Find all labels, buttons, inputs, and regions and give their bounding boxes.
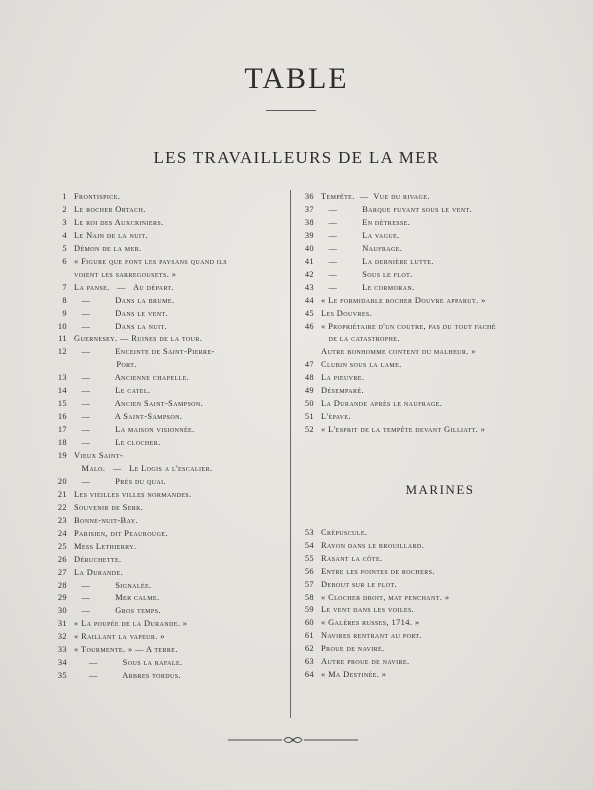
plate-caption: — Près du quai.: [74, 476, 166, 486]
plate-caption: — Le cormoran.: [321, 282, 415, 292]
toc-entry: [40, 579, 285, 592]
plate-caption: La pieuvre.: [321, 373, 365, 383]
plate-number: 28: [57, 580, 67, 590]
toc-entry: [40, 423, 285, 436]
plate-number: 10: [57, 321, 67, 331]
plate-caption: « Clocher droit, mat penchant. »: [321, 592, 450, 602]
plate-number: 31: [57, 619, 67, 629]
plate-number: 44: [304, 295, 314, 305]
plate-caption: Crépuscule.: [321, 528, 368, 537]
toc-entry: [287, 552, 567, 565]
plate-caption: « La poupée de la Durande. »: [74, 619, 188, 629]
plate-number: 18: [57, 438, 67, 448]
toc-entry: [287, 255, 567, 268]
toc-entry: [40, 630, 285, 643]
plate-number: 29: [57, 593, 67, 603]
toc-entry: [40, 332, 285, 345]
plate-number: 48: [304, 373, 314, 383]
plate-caption: voient les sarregousets. »: [74, 269, 177, 279]
toc-entry: [40, 281, 285, 294]
plate-caption: La panse. — Au départ.: [74, 282, 174, 292]
toc-entry: [287, 578, 567, 591]
plate-caption: — Signalée.: [74, 580, 152, 590]
toc-entry: [287, 591, 567, 604]
toc-entry: [40, 436, 285, 449]
toc-entry: [287, 603, 567, 616]
plate-number: 32: [57, 632, 67, 642]
plate-caption: de la catastrophe.: [321, 334, 400, 344]
plate-caption: Déruchette.: [74, 554, 122, 564]
plate-caption: Souvenir de Serk.: [74, 502, 144, 512]
plate-number: 63: [304, 657, 314, 666]
plate-number: 24: [57, 528, 67, 538]
plate-number: 34: [57, 658, 67, 668]
plate-caption: Malo. — Le Logis a l'escalier.: [74, 463, 213, 473]
plate-number: 26: [57, 554, 67, 564]
toc-entry: [287, 242, 567, 255]
plate-caption: — Mer calme.: [74, 593, 160, 603]
plate-number: 14: [57, 386, 67, 396]
toc-entry: [40, 514, 285, 527]
toc-entry: [40, 345, 285, 358]
plate-caption: Debout sur le flot.: [321, 579, 398, 589]
plate-caption: Le rocher Ortach.: [74, 204, 146, 214]
toc-entry: [287, 332, 567, 345]
plate-number: 41: [304, 256, 314, 266]
plate-caption: « Raillant la vapeur. »: [74, 632, 165, 642]
plate-number: 55: [304, 553, 314, 563]
plate-caption: — Ancienne chapelle.: [74, 373, 190, 383]
plate-caption: La Durande après le naufrage.: [321, 399, 443, 409]
plate-number: 39: [304, 230, 314, 240]
toc-entry: [287, 629, 567, 642]
toc-entry: [40, 553, 285, 566]
toc-entry: [287, 410, 567, 423]
plate-caption: — Dans la nuit.: [74, 321, 168, 331]
plate-number: 9: [62, 308, 67, 318]
toc-entry: [40, 566, 285, 579]
toc-entry: [287, 642, 567, 655]
toc-entry: [287, 229, 567, 242]
plate-number: 6: [62, 256, 67, 266]
toc-entry: [287, 384, 567, 397]
toc-entry: [40, 410, 285, 423]
fleuron-ornament-icon: [228, 734, 358, 746]
plate-caption: Désemparé.: [321, 386, 364, 396]
plate-caption: Le vent dans les voiles.: [321, 605, 415, 615]
toc-entry: [40, 449, 285, 462]
plate-caption: — Sous le flot.: [321, 269, 413, 279]
toc-entry: [40, 307, 285, 320]
plate-caption: Démon de la mer.: [74, 243, 142, 253]
plate-caption: Bonne-nuit-Bay.: [74, 515, 138, 525]
toc-entry: [40, 203, 285, 216]
plate-number: 11: [58, 334, 67, 344]
plate-number: 23: [57, 515, 67, 525]
toc-entry: [287, 668, 567, 681]
toc-entry: [40, 268, 285, 281]
toc-entry: [40, 242, 285, 255]
toc-entry: [287, 203, 567, 216]
marines-heading: MARINES: [405, 482, 475, 497]
plate-number: 7: [62, 282, 67, 292]
plate-caption: — Sous la rafale.: [74, 658, 183, 668]
plate-number: 60: [304, 618, 314, 628]
plate-number: 4: [62, 230, 67, 240]
toc-entry: [40, 669, 285, 682]
plate-caption: « Propriétaire d'un coutre, pas du tout faché: [321, 321, 496, 331]
toc-entry: [40, 617, 285, 630]
plate-caption: — Enceinte de Saint-Pierre-: [74, 347, 215, 357]
toc-entry: [40, 371, 285, 384]
plate-caption: — La vague.: [321, 230, 400, 240]
toc-entry: [40, 294, 285, 307]
plate-number: 15: [57, 399, 67, 409]
plate-number: 17: [57, 425, 67, 435]
plate-caption: Autre proue de navire.: [321, 657, 410, 666]
plate-number: 62: [304, 644, 314, 654]
toc-entry: [287, 281, 567, 294]
plate-number: 59: [304, 605, 314, 615]
toc-entry: [40, 462, 285, 475]
plate-number: 1: [62, 192, 67, 201]
plate-caption: Les Douvres.: [321, 308, 373, 318]
plate-caption: Port.: [74, 360, 137, 370]
plate-caption: Mess Lethierry.: [74, 541, 137, 551]
plate-caption: — La maison visionnée.: [74, 425, 195, 435]
toc-entry: [40, 501, 285, 514]
toc-entry: [40, 255, 285, 268]
plate-number: 33: [57, 645, 67, 655]
toc-entry: [40, 488, 285, 501]
plate-caption: Navires rentrant au port.: [321, 631, 422, 641]
toc-entry: [40, 643, 285, 656]
toc-entry: [287, 268, 567, 281]
plate-number: 27: [57, 567, 67, 577]
plate-caption: Clubin sous la lame.: [321, 360, 402, 370]
toc-entry: [40, 320, 285, 333]
toc-entry: [287, 526, 567, 539]
plate-caption: « Figure que font les paysans quand ils: [74, 256, 228, 266]
plate-caption: — Le clocher.: [74, 438, 161, 448]
toc-entry: [287, 345, 567, 358]
plate-caption: « Le formidable rocher Douvre apparut. »: [321, 295, 486, 305]
plate-caption: — Naufrage.: [321, 243, 403, 253]
toc-entry: [40, 358, 285, 371]
plate-number: 5: [62, 243, 67, 253]
plate-caption: Parisien, dit Peaurouge.: [74, 528, 168, 538]
plate-number: 3: [62, 217, 67, 227]
plate-number: 2: [62, 204, 67, 214]
plate-caption: L'épave.: [321, 412, 351, 422]
toc-entry: [287, 565, 567, 578]
toc-entry: [40, 475, 285, 488]
toc-entry: [40, 229, 285, 242]
plate-caption: Proue de navire.: [321, 644, 385, 654]
toc-entry: [287, 358, 567, 371]
toc-entry: [40, 190, 285, 203]
title-rule: [266, 110, 316, 111]
toc-entry: [40, 540, 285, 553]
plate-number: 12: [57, 347, 67, 357]
plate-number: 19: [57, 451, 67, 460]
plate-number: 13: [57, 373, 67, 383]
plate-number: 37: [304, 204, 314, 214]
plate-caption: « Tourmente. » — A terre.: [74, 645, 178, 655]
plate-number: 61: [304, 631, 314, 641]
plate-caption: « L'esprit de la tempête devant Gilliatt. »: [321, 425, 486, 435]
plate-number: 49: [304, 386, 314, 396]
plate-number: 52: [304, 425, 314, 435]
toc-entry: [287, 320, 567, 333]
toc-entry: [40, 384, 285, 397]
plate-number: 47: [304, 360, 314, 370]
plate-number: 35: [57, 671, 67, 681]
toc-entry: [40, 527, 285, 540]
plate-caption: — Dans le vent.: [74, 308, 169, 318]
plate-caption: Vieux Saint-: [74, 451, 124, 460]
toc-entry: [287, 216, 567, 229]
plate-number: 36: [304, 192, 314, 201]
toc-entry: [40, 656, 285, 669]
plate-caption: Autre bonhomme content du malheur. »: [321, 347, 476, 357]
toc-entry: [287, 539, 567, 552]
plate-number: 64: [304, 669, 314, 679]
plate-number: 20: [57, 476, 67, 486]
plate-number: 45: [304, 308, 314, 318]
plate-number: 16: [57, 412, 67, 422]
book-title: LES TRAVAILLEURS DE LA MER: [153, 148, 440, 167]
plate-caption: Rasant la côte.: [321, 553, 383, 563]
plate-caption: Rayon dans le brouillard.: [321, 540, 425, 550]
toc-entry: [287, 307, 567, 320]
plate-caption: Frontispice.: [74, 192, 121, 201]
toc-entry: [287, 294, 567, 307]
plate-number: 56: [304, 566, 314, 576]
plate-caption: « Ma Destinée. »: [321, 669, 387, 679]
plate-caption: — Le catel.: [74, 386, 151, 396]
plate-number: 25: [57, 541, 67, 551]
toc-entry: [40, 591, 285, 604]
toc-entry: [287, 397, 567, 410]
plate-caption: — Dans la brume.: [74, 295, 175, 305]
plate-caption: — Barque fuyant sous le vent.: [321, 204, 473, 214]
toc-entry: [287, 190, 567, 203]
toc-entry: [40, 216, 285, 229]
plate-number: 54: [304, 540, 314, 550]
toc-entry: [287, 371, 567, 384]
plate-caption: — A Saint-Sampson.: [74, 412, 183, 422]
plate-number: 40: [304, 243, 314, 253]
toc-entry: [40, 604, 285, 617]
plate-caption: — En détresse.: [321, 217, 411, 227]
plate-caption: — La dernière lutte.: [321, 256, 434, 266]
plate-caption: Le Nain de la nuit.: [74, 230, 148, 240]
plate-number: 30: [57, 606, 67, 616]
plate-number: 38: [304, 217, 314, 227]
plate-caption: Les vieilles villes normandes.: [74, 489, 192, 499]
plate-caption: Tempête. — Vue du rivage.: [321, 192, 430, 201]
plate-number: 22: [57, 502, 67, 512]
plate-number: 46: [304, 321, 314, 331]
toc-entry: [40, 397, 285, 410]
plate-number: 8: [62, 295, 67, 305]
plate-number: 42: [304, 269, 314, 279]
plate-caption: — Arbres tordus.: [74, 671, 181, 681]
plate-number: 51: [304, 412, 314, 422]
plate-number: 58: [304, 592, 314, 602]
plate-caption: La Durande.: [74, 567, 124, 577]
toc-entry: [287, 423, 567, 436]
plate-caption: « Galères russes, 1714. »: [321, 618, 420, 628]
toc-entry: [287, 616, 567, 629]
plate-number: 50: [304, 399, 314, 409]
page-title: TABLE: [244, 62, 349, 95]
toc-entry: [287, 655, 567, 668]
plate-caption: — Ancien Saint-Sampson.: [74, 399, 204, 409]
plate-caption: Entre les pointes de rochers.: [321, 566, 435, 576]
plate-caption: Guernesey. — Ruines de la tour.: [74, 334, 203, 344]
plate-number: 57: [304, 579, 314, 589]
plate-number: 21: [57, 489, 67, 499]
plate-number: 53: [304, 528, 314, 537]
plate-caption: Le roi des Auxcriniers.: [74, 217, 164, 227]
plate-caption: — Gros temps.: [74, 606, 161, 616]
plate-number: 43: [304, 282, 314, 292]
